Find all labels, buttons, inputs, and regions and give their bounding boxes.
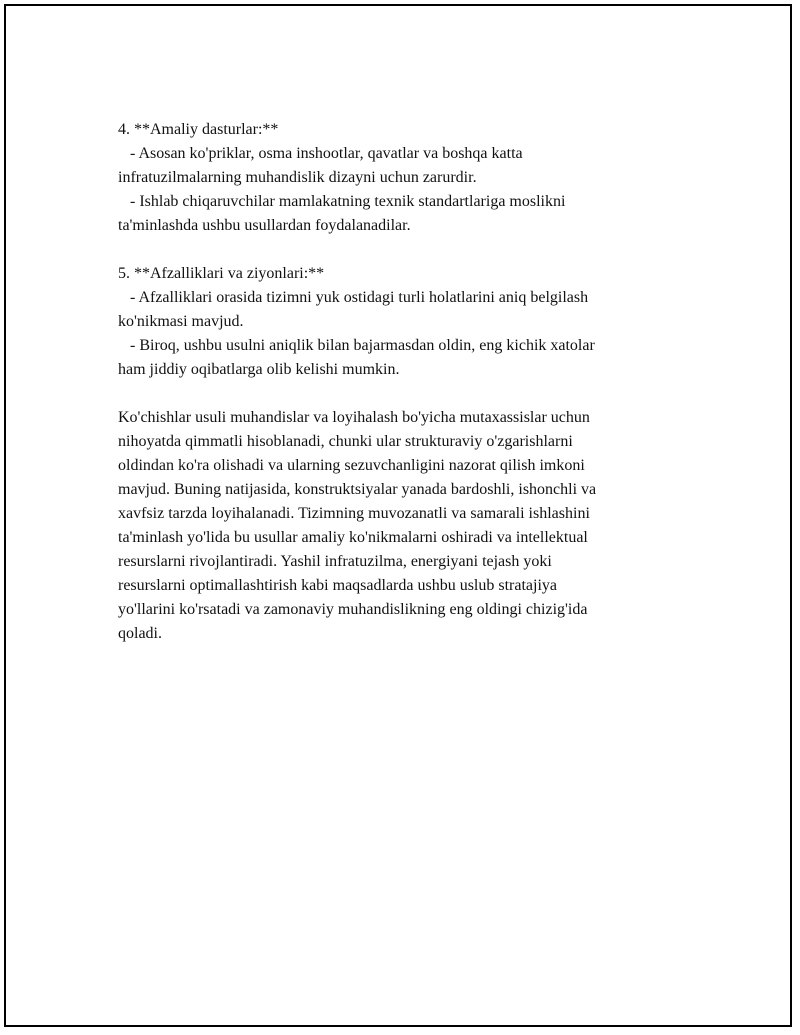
paragraph-line: - Afzalliklari orasida tizimni yuk ostidagi turli holatlarini aniq belgilash [118,289,589,306]
paragraph-line: ta'minlashda ushbu usullardan foydalanadilar. [118,217,411,234]
paragraph-line: nihoyatda qimmatli hisoblanadi, chunki ular strukturaviy o'zgarishlarni [118,433,573,450]
paragraph-line: ham jiddiy oqibatlarga olib kelishi mumkin. [118,361,400,378]
paragraph-line: mavjud. Buning natijasida, konstruktsiyalar yanada bardoshli, ishonchli va [118,481,597,498]
section-heading: 5. **Afzalliklari va ziyonlari:** [118,265,325,282]
paragraph-line: infratuzilmalarning muhandislik dizayni uchun zarurdir. [118,169,477,186]
conclusion-paragraph [118,406,688,646]
paragraph-line: ta'minlash yo'lida bu usullar amaliy ko'nikmalarni oshiradi va intellektual [118,529,588,546]
paragraph-line: resurslarni optimallashtirish kabi maqsadlarda ushbu uslub stratajiya [118,577,558,594]
section-pros-cons [118,262,688,382]
spacer [118,382,688,406]
section-heading: 4. **Amaliy dasturlar:** [118,121,279,138]
paragraph-line: Ko'chishlar usuli muhandislar va loyihalash bo'yicha mutaxassislar uchun [118,409,590,426]
paragraph-line: - Ishlab chiqaruvchilar mamlakatning texnik standartlariga moslikni [118,193,566,210]
paragraph-line: xavfsiz tarzda loyihalanadi. Tizimning muvozanatli va samarali ishlashini [118,505,590,522]
paragraph-line: resurslarni rivojlantiradi. Yashil infratuzilma, energiyani tejash yoki [118,553,552,570]
paragraph-line: - Biroq, ushbu usulni aniqlik bilan bajarmasdan oldin, eng kichik xatolar [118,337,595,354]
document-body [118,118,688,646]
paragraph-line: ko'nikmasi mavjud. [118,313,244,330]
paragraph-line: yo'llarini ko'rsatadi va zamonaviy muhandislikning eng oldingi chizig'ida [118,601,588,618]
section-applications [118,118,688,238]
paragraph-line: - Asosan ko'priklar, osma inshootlar, qavatlar va boshqa katta [118,145,523,162]
paragraph-line: oldindan ko'ra olishadi va ularning sezuvchanligini nazorat qilish imkoni [118,457,585,474]
paragraph-line: qoladi. [118,625,162,642]
spacer [118,238,688,262]
